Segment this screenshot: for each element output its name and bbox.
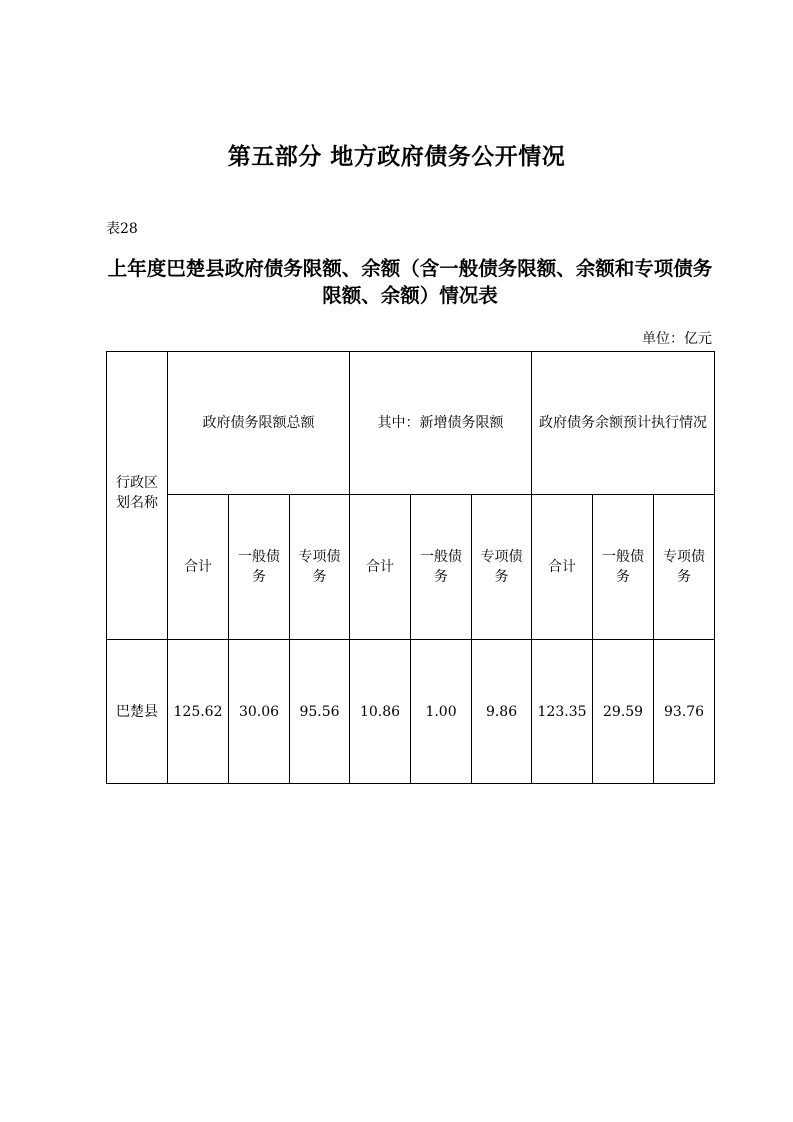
value-cell: 1.00	[411, 640, 472, 784]
sub-header-total: 合计	[350, 495, 411, 640]
sub-header-total: 合计	[532, 495, 593, 640]
part-title: 第五部分 地方政府债务公开情况	[227, 144, 566, 170]
group-header-row	[107, 352, 715, 495]
region-cell: 巴楚县	[107, 640, 168, 784]
value-cell: 29.59	[593, 640, 654, 784]
group-header-balance: 政府债务余额预计执行情况	[532, 352, 715, 495]
sub-header-special: 专项债务	[290, 495, 350, 640]
table-title: 上年度巴楚县政府债务限额、余额（含一般债务限额、余额和专项债务限额、余额）情况表	[107, 257, 713, 307]
sub-header-general: 一般债务	[593, 495, 654, 640]
sub-header-special: 专项债务	[654, 495, 715, 640]
value-cell: 10.86	[350, 640, 411, 784]
sub-header-general: 一般债务	[411, 495, 472, 640]
table-row	[107, 640, 715, 784]
group-header-new-limit: 其中：新增债务限额	[350, 352, 532, 495]
sub-header-total: 合计	[168, 495, 229, 640]
value-cell: 125.62	[168, 640, 229, 784]
debt-table	[106, 351, 715, 784]
group-header-total-limit: 政府债务限额总额	[168, 352, 350, 495]
region-header: 行政区划名称	[107, 352, 168, 640]
table-number: 表28	[106, 221, 138, 237]
sub-header-row	[107, 495, 715, 640]
value-cell: 93.76	[654, 640, 715, 784]
value-cell: 30.06	[229, 640, 290, 784]
value-cell: 9.86	[472, 640, 532, 784]
sub-header-general: 一般债务	[229, 495, 290, 640]
value-cell: 95.56	[290, 640, 350, 784]
value-cell: 123.35	[532, 640, 593, 784]
unit-label: 单位：亿元	[642, 331, 712, 347]
sub-header-special: 专项债务	[472, 495, 532, 640]
